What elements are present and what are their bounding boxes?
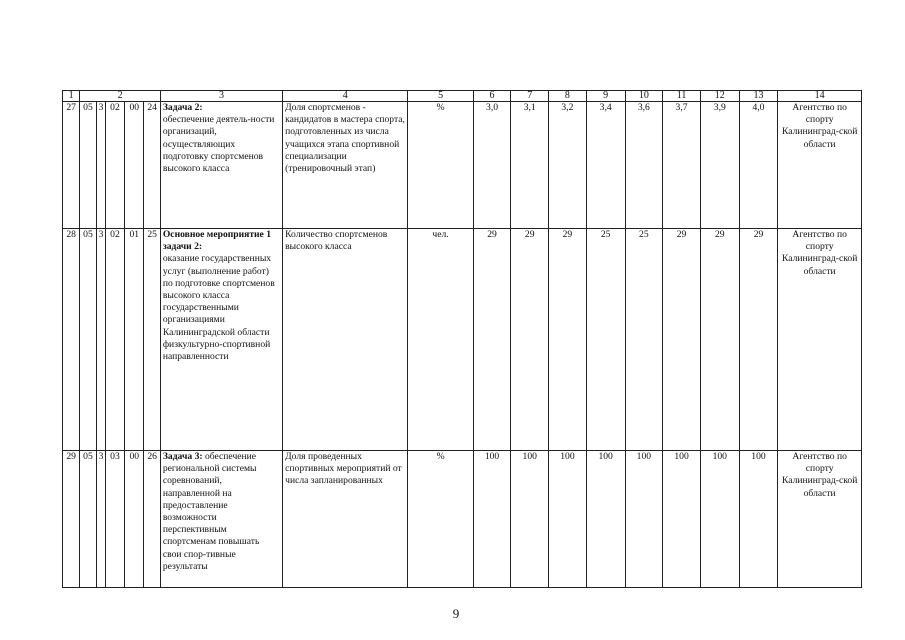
code-cell: 05 — [80, 451, 96, 588]
code-cell: 01 — [125, 229, 144, 451]
value-cell: 3,4 — [586, 102, 625, 229]
code-cell: 3 — [96, 102, 105, 229]
code-cell: 05 — [80, 102, 96, 229]
table-row — [63, 102, 862, 229]
agency-cell: Агентство по спорту Калининград-ской области — [778, 229, 862, 451]
task-cell — [160, 229, 282, 451]
task-title: Задача 3: — [162, 451, 203, 462]
value-cell: 4,0 — [739, 102, 778, 229]
header-cell: 4 — [283, 91, 408, 102]
row-number: 27 — [63, 102, 80, 229]
value-cell: 25 — [586, 229, 625, 451]
task-cell — [160, 451, 282, 588]
code-cell: 25 — [144, 229, 160, 451]
header-cell: 8 — [549, 91, 587, 102]
task-text: обеспечение региональной системы соревнований, направленной на предоставление возможности перспективным спортсменам повышать свои спор-тивные результаты — [162, 451, 260, 572]
code-cell: 26 — [144, 451, 160, 588]
value-cell: 100 — [586, 451, 625, 588]
task-title: Основное мероприятие 1 задачи 2: — [162, 229, 272, 253]
value-cell: 100 — [549, 451, 587, 588]
value-cell: 100 — [739, 451, 778, 588]
code-cell: 05 — [80, 229, 96, 451]
value-cell: 29 — [473, 229, 511, 451]
header-cell: 5 — [408, 91, 473, 102]
header-cell: 13 — [739, 91, 778, 102]
table-row — [63, 451, 862, 588]
code-cell: 02 — [105, 229, 124, 451]
unit-cell: % — [408, 451, 473, 588]
code-cell: 3 — [96, 451, 105, 588]
value-cell: 3,7 — [663, 102, 701, 229]
value-cell: 29 — [663, 229, 701, 451]
value-cell: 3,6 — [625, 102, 663, 229]
header-cell: 7 — [511, 91, 549, 102]
task-title: Задача 2: — [162, 102, 203, 113]
code-cell: 02 — [105, 102, 124, 229]
value-cell: 3,0 — [473, 102, 511, 229]
header-cell: 2 — [80, 91, 161, 102]
value-cell: 100 — [473, 451, 511, 588]
value-cell: 3,2 — [549, 102, 587, 229]
task-cell — [160, 102, 282, 229]
row-number: 29 — [63, 451, 80, 588]
table-row — [63, 229, 862, 451]
header-cell: 10 — [625, 91, 663, 102]
header-cell: 3 — [160, 91, 282, 102]
code-cell: 03 — [105, 451, 124, 588]
row-number: 28 — [63, 229, 80, 451]
value-cell: 3,9 — [700, 102, 739, 229]
header-cell: 6 — [473, 91, 511, 102]
value-cell: 29 — [511, 229, 549, 451]
header-cell: 11 — [663, 91, 701, 102]
value-cell: 25 — [625, 229, 663, 451]
code-cell: 24 — [144, 102, 160, 229]
unit-cell: чел. — [408, 229, 473, 451]
value-cell: 100 — [700, 451, 739, 588]
indicator-cell: Доля проведенных спортивных мероприятий от числа запланированных — [283, 451, 408, 588]
value-cell: 100 — [625, 451, 663, 588]
indicator-cell: Количество спортсменов высокого класса — [283, 229, 408, 451]
indicators-table — [62, 90, 862, 588]
indicator-cell: Доля спортсменов - кандидатов в мастера спорта, подготовленных из числа учащихся этапа спортивной специализации (тренировочный этап) — [283, 102, 408, 229]
header-cell: 12 — [700, 91, 739, 102]
task-text: обеспечение деятель-ности организаций, осуществляющих подготовку спортсменов высокого класса — [162, 114, 275, 175]
value-cell: 29 — [700, 229, 739, 451]
code-cell: 3 — [96, 229, 105, 451]
page-number: 9 — [452, 606, 460, 621]
code-cell: 00 — [125, 451, 144, 588]
header-cell: 1 — [63, 91, 80, 102]
agency-cell: Агентство по спорту Калининград-ской области — [778, 102, 862, 229]
value-cell: 100 — [511, 451, 549, 588]
header-cell: 14 — [778, 91, 862, 102]
code-cell: 00 — [125, 102, 144, 229]
agency-cell: Агентство по спорту Калининград-ской области — [778, 451, 862, 588]
value-cell: 3,1 — [511, 102, 549, 229]
task-text: оказание государственных услуг (выполнение работ) по подготовке спортсменов высокого класса государственными организациями Калининградской области физкультурно-спортивной направленности — [162, 253, 275, 363]
table-header-row — [63, 91, 862, 102]
value-cell: 100 — [663, 451, 701, 588]
value-cell: 29 — [549, 229, 587, 451]
value-cell: 29 — [739, 229, 778, 451]
unit-cell: % — [408, 102, 473, 229]
header-cell: 9 — [586, 91, 625, 102]
